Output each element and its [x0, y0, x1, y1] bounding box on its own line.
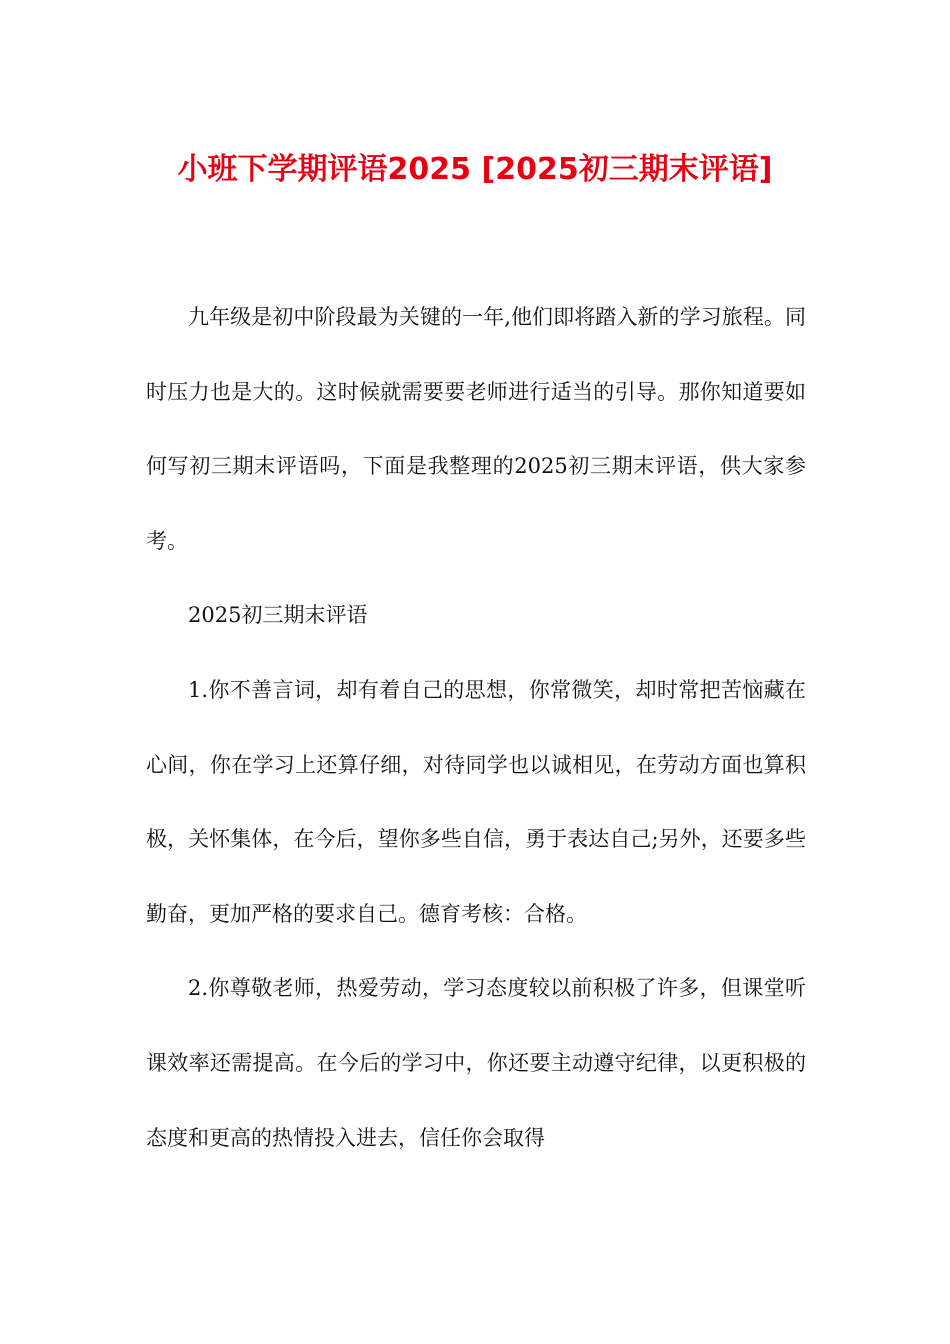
document-body — [146, 280, 806, 1175]
comment-paragraph-2: 2.你尊敬老师，热爱劳动，学习态度较以前积极了许多，但课堂听课效率还需提高。在今后的学习中，你还要主动遵守纪律，以更积极的态度和更高的热情投入进去，信任你会取得 — [146, 976, 806, 1150]
comment-paragraph-1: 1.你不善言词，却有着自己的思想，你常微笑，却时常把苦恼藏在心间，你在学习上还算仔细，对待同学也以诚相见，在劳动方面也算积极，关怀集体，在今后，望你多些自信，勇于表达自己;另外，还要多些勤奋，更加严格的要求自己。德育考核：合格。 — [146, 677, 806, 926]
intro-paragraph: 九年级是初中阶段最为关键的一年,他们即将踏入新的学习旅程。同时压力也是大的。这时候就需要要老师进行适当的引导。那你知道要如何写初三期末评语吗，下面是我整理的2025初三期末评语，供大家参考。 — [146, 305, 806, 553]
document-title: 小班下学期评语2025 [2025初三期末评语] — [177, 152, 773, 187]
section-heading: 2025初三期末评语 — [188, 603, 368, 628]
